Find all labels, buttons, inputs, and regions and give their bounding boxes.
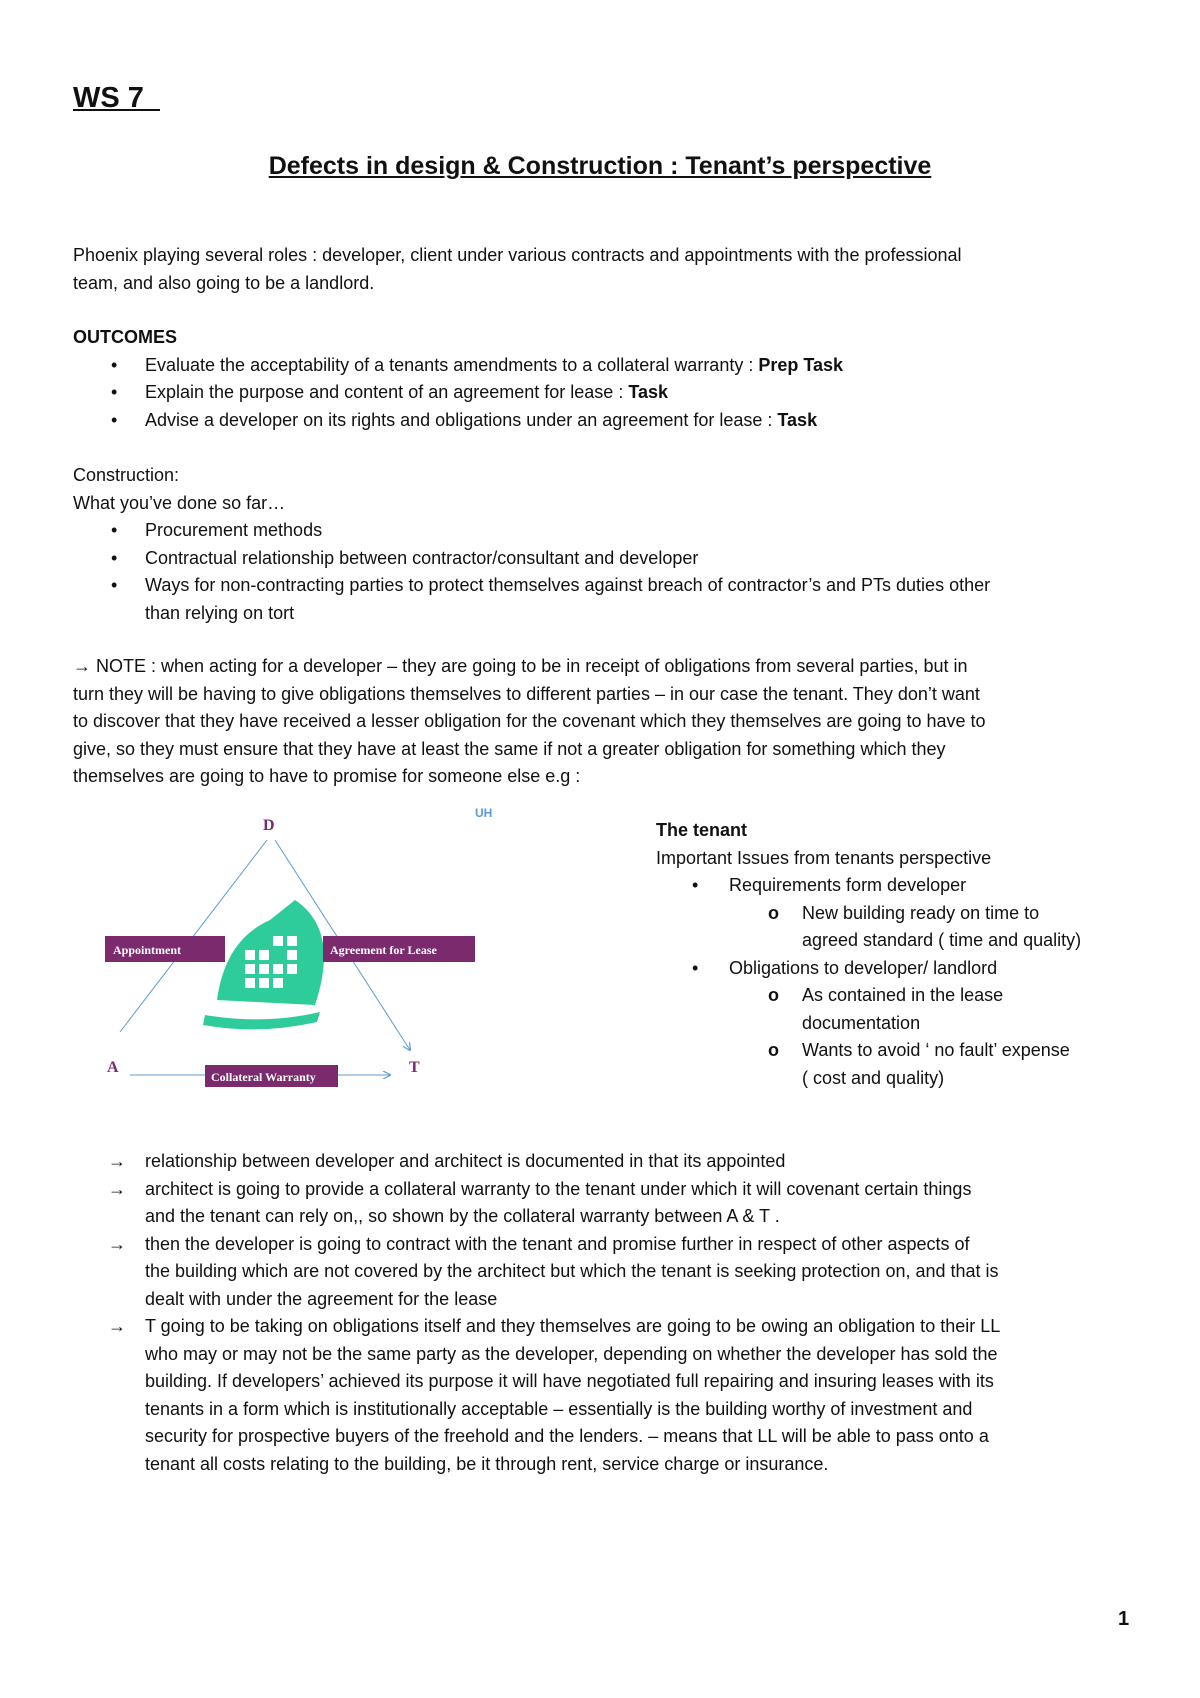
outcome-text: Evaluate the acceptability of a tenants amendments to a collateral warranty :: [145, 354, 759, 375]
arrow-points-section: [73, 1148, 1133, 1478]
note-line: → NOTE : when acting for a developer – they are going to be in receipt of obligations from several parties, but in: [73, 656, 968, 676]
construction-item-text: Ways for non-contracting parties to protect themselves against breach of contractor’s and PTs duties other: [145, 575, 991, 595]
arrow-point-text: tenants in a form which is institutionally acceptable – essentially is the building worthy of investment and: [145, 1398, 973, 1419]
node-developer: D: [263, 817, 275, 834]
tenant-group-label: Requirements form developer: [729, 875, 967, 895]
bullet-icon: •: [111, 547, 118, 568]
tenant-sub-text: New building ready on time to: [802, 902, 1040, 923]
tenant-group: [656, 872, 1176, 900]
tenant-group-label: Obligations to developer/ landlord: [729, 957, 998, 978]
outcome-task-label: Task: [777, 409, 818, 430]
bullet-icon: •: [111, 520, 118, 540]
tenant-sub-text: documentation: [802, 1012, 921, 1033]
arrow-point-text: building. If developers’ achieved its purpose it will have negotiated full repairing and insuring leases with its: [145, 1371, 994, 1391]
tenant-section: [656, 817, 1176, 1092]
bullet-icon: •: [692, 875, 699, 895]
outcome-text: Advise a developer on its rights and obligations under an agreement for lease :: [145, 409, 778, 430]
tenant-sub-item: [656, 1037, 1176, 1092]
tenant-group-list: [656, 955, 1176, 983]
construction-item-text: Procurement methods: [145, 520, 323, 540]
tenant-sub-text: agreed standard ( time and quality): [802, 930, 1082, 950]
node-tenant: T: [409, 1059, 420, 1076]
outcome-task-label: Task: [628, 382, 669, 402]
bullet-icon: •: [692, 957, 699, 978]
outcome-text: Explain the purpose and content of an agreement for lease :: [145, 382, 629, 402]
outcome-item: [73, 352, 1133, 380]
arrow-point-text: architect is going to provide a collateral warranty to the tenant under which it will covenant certain things: [145, 1178, 972, 1199]
tenant-sub-item: [656, 982, 1176, 1037]
warranty-label: Collateral Warranty: [211, 1070, 316, 1084]
right-arrow-icon: →: [108, 1178, 126, 1199]
tenant-sub-text: As contained in the lease: [802, 985, 1004, 1005]
intro-line: Phoenix playing several roles : developer, client under various contracts and appointments with the professional: [73, 245, 962, 265]
construction-subheading: What you’ve done so far…: [73, 492, 286, 513]
construction-item: [73, 572, 1133, 627]
worksheet-heading: WS 7: [73, 82, 161, 114]
construction-item: [73, 545, 1133, 573]
outcome-item: [73, 379, 1133, 407]
outcomes-list: [73, 352, 1133, 435]
tenant-group: [656, 955, 1176, 983]
intro-line: team, and also going to be a landlord.: [73, 272, 375, 293]
node-architect: A: [107, 1059, 119, 1076]
bullet-icon: •: [111, 354, 118, 375]
arrow-point-text: tenant all costs relating to the building, be it through rent, service charge or insurance.: [145, 1453, 829, 1474]
arrow-point: [73, 1231, 1133, 1314]
arrow-point-text: relationship between developer and architect is documented in that its appointed: [145, 1151, 786, 1171]
circle-bullet-icon: o: [768, 1040, 779, 1060]
arrow-point: [73, 1313, 1133, 1478]
arrow-point-text: and the tenant can rely on,, so shown by the collateral warranty between A & T .: [145, 1206, 780, 1226]
building-icon: [203, 900, 324, 1029]
outcome-task-label: Prep Task: [758, 354, 844, 375]
tenant-heading: The tenant: [656, 820, 748, 840]
bullet-icon: •: [111, 382, 118, 402]
arrow-point: [73, 1176, 1133, 1231]
right-arrow-icon: →: [108, 1316, 126, 1336]
circle-bullet-icon: o: [768, 985, 779, 1005]
tenant-sub-text: ( cost and quality): [802, 1067, 945, 1088]
arrow-point-text: security for prospective buyers of the freehold and the lenders. – means that LL will be able to pass onto a: [145, 1426, 989, 1446]
arrow-point: [73, 1148, 1133, 1176]
intro-paragraph: [73, 242, 1133, 297]
logo-fragment: UH: [475, 806, 493, 820]
circle-bullet-icon: o: [768, 902, 779, 923]
tenant-sub-list: [656, 982, 1176, 1092]
arrow-point-text: who may or may not be the same party as the developer, depending on whether the developer has sold the: [145, 1343, 998, 1364]
note-paragraph: [73, 653, 1133, 791]
note-line: turn they will be having to give obligations themselves to different parties – in our case the tenant. They don’t want: [73, 683, 980, 704]
agreement-label: Agreement for Lease: [330, 943, 437, 957]
arrow-point-text: dealt with under the agreement for the lease: [145, 1288, 498, 1309]
note-line: to discover that they have received a lesser obligation for the covenant which they themselves are going to have to: [73, 711, 986, 731]
construction-item-text: Contractual relationship between contractor/consultant and developer: [145, 547, 699, 568]
bullet-icon: •: [111, 575, 118, 595]
arrow-point-text: T going to be taking on obligations itself and they themselves are going to be owing an obligation to their LL: [145, 1316, 1001, 1336]
note-line: give, so they must ensure that they have at least the same if not a greater obligation for something which they: [73, 738, 946, 759]
page-number: 1: [1118, 1608, 1130, 1630]
outcomes-section: [73, 324, 1133, 434]
note-line: themselves are going to have to promise for someone else e.g :: [73, 766, 581, 786]
document-title: Defects in design & Construction : Tenant’s perspective: [268, 152, 932, 180]
arrow-point-text: then the developer is going to contract with the tenant and promise further in respect of other aspects of: [145, 1233, 970, 1254]
tenant-sub-list: [656, 900, 1176, 955]
construction-section: [73, 462, 1133, 627]
relationship-diagram: [95, 800, 525, 1090]
outcomes-heading: OUTCOMES: [73, 327, 178, 347]
tenant-subheading: Important Issues from tenants perspective: [656, 847, 992, 868]
construction-item: [73, 517, 1133, 545]
arrow-point-text: the building which are not covered by the architect but which the tenant is seeking protection on, and that is: [145, 1261, 999, 1281]
outcome-item: [73, 407, 1133, 435]
arrow-points-list: [73, 1148, 1133, 1478]
tenant-sub-text: Wants to avoid ‘ no fault’ expense: [802, 1040, 1070, 1060]
construction-item-text: than relying on tort: [145, 602, 295, 623]
right-arrow-icon: →: [108, 1151, 126, 1171]
construction-list: [73, 517, 1133, 627]
bullet-icon: •: [111, 409, 118, 430]
right-arrow-icon: →: [108, 1233, 126, 1254]
appointment-label: Appointment: [113, 943, 182, 957]
construction-heading: Construction:: [73, 465, 180, 485]
tenant-sub-item: [656, 900, 1176, 955]
tenant-group-list: [656, 872, 1176, 900]
